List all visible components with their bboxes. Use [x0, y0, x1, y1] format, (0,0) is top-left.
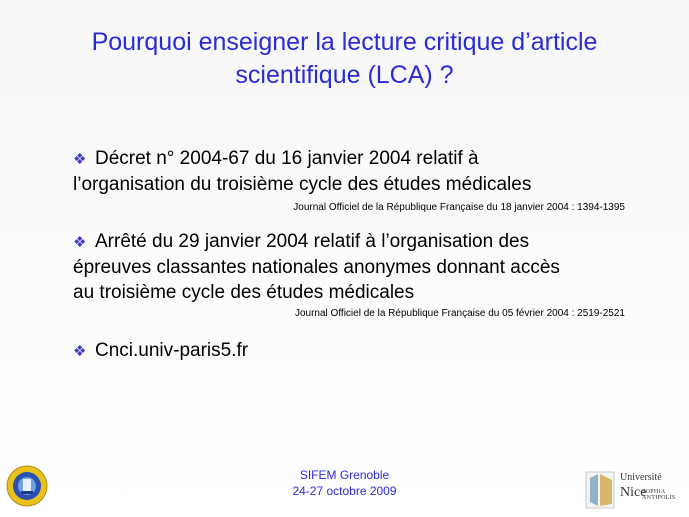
footer-conference: SIFEM Grenoble — [299, 468, 390, 482]
bullet-arrete — [73, 229, 673, 305]
bullet-text-line: au troisième cycle des études médicales — [73, 282, 415, 303]
bullet-text-line: Arrêté du 29 janvier 2004 relatif à l’organisation des — [95, 231, 530, 252]
bullet-text-line: épreuves classantes nationales anonymes donnant accès — [73, 257, 560, 278]
reference-journal-officiel-1: Journal Officiel de la République Française du 18 janvier 2004 : 1394-1395 — [293, 202, 625, 213]
bullet-decret — [73, 146, 673, 197]
diamond-bullet-icon: ❖ — [73, 343, 87, 360]
bullet-text-line: Décret n° 2004-67 du 16 janvier 2004 relatif à — [95, 148, 479, 169]
logo-word-sophia-antipolis: SOPHIA ANTIPOLIS — [642, 489, 676, 501]
bullet-cnci-link — [73, 338, 673, 364]
bullet-text-line: l’organisation du troisième cycle des études médicales — [73, 174, 532, 195]
university-emblem-icon — [584, 470, 618, 510]
footer-dates: 24-27 octobre 2009 — [292, 484, 397, 498]
diamond-bullet-icon: ❖ — [73, 151, 87, 168]
bullet-text-line: Cnci.univ-paris5.fr — [95, 340, 249, 361]
title-line-1: Pourquoi enseigner la lecture critique d’article — [91, 28, 598, 56]
reference-journal-officiel-2: Journal Officiel de la République Française du 05 février 2004 : 2519-2521 — [294, 308, 625, 319]
title-line-2: scientifique (LCA) ? — [235, 61, 454, 89]
faculty-of-medicine-seal-logo — [6, 465, 48, 507]
diamond-bullet-icon: ❖ — [73, 234, 87, 251]
logo-word-nice: Nice — [620, 485, 647, 500]
universite-nice-sophia-antipolis-logo — [584, 470, 682, 510]
slide-title — [0, 26, 689, 92]
logo-word-universite: Université — [620, 472, 662, 483]
